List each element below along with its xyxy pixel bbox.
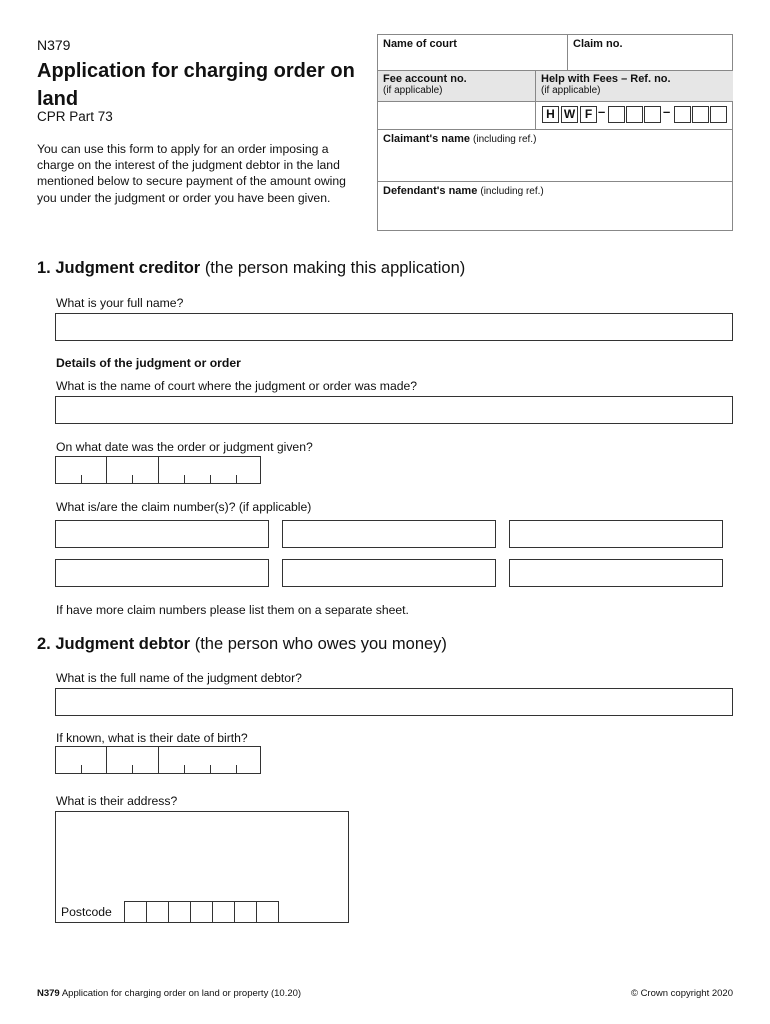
debtor-dob-month[interactable] <box>106 746 159 774</box>
hwf-letter-w: W <box>561 106 578 123</box>
debtor-name-input[interactable] <box>55 688 733 716</box>
name-of-court-field[interactable] <box>378 35 568 70</box>
claim-number-input-2[interactable] <box>282 520 496 548</box>
debtor-name-question: What is the full name of the judgment debtor? <box>56 671 302 685</box>
postcode-label: Postcode <box>61 905 112 919</box>
footer-form-desc: Application for charging order on land or property (10.20) <box>61 988 302 999</box>
form-number: N379 <box>37 37 71 53</box>
fee-account-sub: (if applicable) <box>383 85 443 96</box>
section-2-heading <box>37 635 447 654</box>
help-with-fees-header <box>536 70 733 101</box>
claimant-name-sub: (including ref.) <box>473 134 537 145</box>
section-1-subtitle: (the person making this application) <box>204 259 466 277</box>
section-1-heading <box>37 259 465 278</box>
judgment-date-day[interactable] <box>55 456 107 484</box>
judgment-court-question: What is the name of court where the judgment or order was made? <box>56 379 418 393</box>
judgment-date-month[interactable] <box>106 456 159 484</box>
debtor-dob-year[interactable] <box>158 746 261 774</box>
hwf-letter-h: H <box>542 106 559 123</box>
claim-number-input-4[interactable] <box>55 559 269 587</box>
defendant-name-label: Defendant's name <box>383 185 478 197</box>
fee-account-label: Fee account no. <box>383 73 467 85</box>
claimant-name-label: Claimant's name <box>383 133 470 145</box>
hwf-char-box[interactable] <box>644 106 661 123</box>
help-with-fees-label: Help with Fees – Ref. no. <box>541 73 671 85</box>
hwf-char-box[interactable] <box>692 106 709 123</box>
section-1-number: 1. <box>37 259 51 277</box>
claim-number-input-6[interactable] <box>509 559 723 587</box>
claimant-name-field[interactable] <box>378 129 733 181</box>
fee-account-input[interactable] <box>378 101 536 129</box>
debtor-dob-question: If known, what is their date of birth? <box>56 731 248 745</box>
intro-text: You can use this form to apply for an order imposing a charge on the interest of the judgment debtor in the land mentioned below to secure payment of the amount owing you under the judgment or order you have been given. <box>37 142 346 205</box>
fee-account-header <box>378 70 536 101</box>
hwf-letter-f: F <box>580 106 597 123</box>
judgment-date-question: On what date was the order or judgment given? <box>56 440 313 454</box>
creditor-name-question: What is your full name? <box>56 296 184 310</box>
help-with-fees-sub: (if applicable) <box>541 85 601 96</box>
court-details-box <box>377 34 733 231</box>
section-2-subtitle: (the person who owes you money) <box>194 635 447 653</box>
hwf-char-box[interactable] <box>608 106 625 123</box>
creditor-name-input[interactable] <box>55 313 733 341</box>
footer-form-info <box>37 988 301 999</box>
more-claims-note: If have more claim numbers please list them on a separate sheet. <box>56 603 409 617</box>
footer-copyright: © Crown copyright 2020 <box>630 988 733 999</box>
judgment-date-year[interactable] <box>158 456 261 484</box>
claim-number-input-5[interactable] <box>282 559 496 587</box>
section-2-title: Judgment debtor <box>55 635 191 653</box>
hwf-char-box[interactable] <box>710 106 727 123</box>
defendant-name-sub: (including ref.) <box>480 186 544 197</box>
debtor-dob-day[interactable] <box>55 746 107 774</box>
claim-number-input-1[interactable] <box>55 520 269 548</box>
section-1-title: Judgment creditor <box>55 259 201 277</box>
defendant-name-field[interactable] <box>378 181 733 231</box>
claim-no-label: Claim no. <box>573 38 623 50</box>
name-of-court-label: Name of court <box>383 38 457 50</box>
claim-numbers-question: What is/are the claim number(s)? (if applicable) <box>56 500 312 514</box>
hwf-char-box[interactable] <box>674 106 691 123</box>
hwf-char-box[interactable] <box>626 106 643 123</box>
hwf-dash: – <box>663 104 671 119</box>
page-title: Application for charging order on land <box>37 60 355 110</box>
section-2-number: 2. <box>37 635 51 653</box>
claim-number-input-3[interactable] <box>509 520 723 548</box>
footer-form-code: N379 <box>37 988 60 999</box>
hwf-dash: – <box>598 104 606 119</box>
claim-no-field[interactable] <box>568 35 733 70</box>
postcode-input[interactable] <box>124 901 279 923</box>
judgment-details-heading: Details of the judgment or order <box>56 356 241 370</box>
debtor-address-question: What is their address? <box>56 794 178 808</box>
judgment-court-input[interactable] <box>55 396 733 424</box>
page-subtitle: CPR Part 73 <box>37 109 113 124</box>
